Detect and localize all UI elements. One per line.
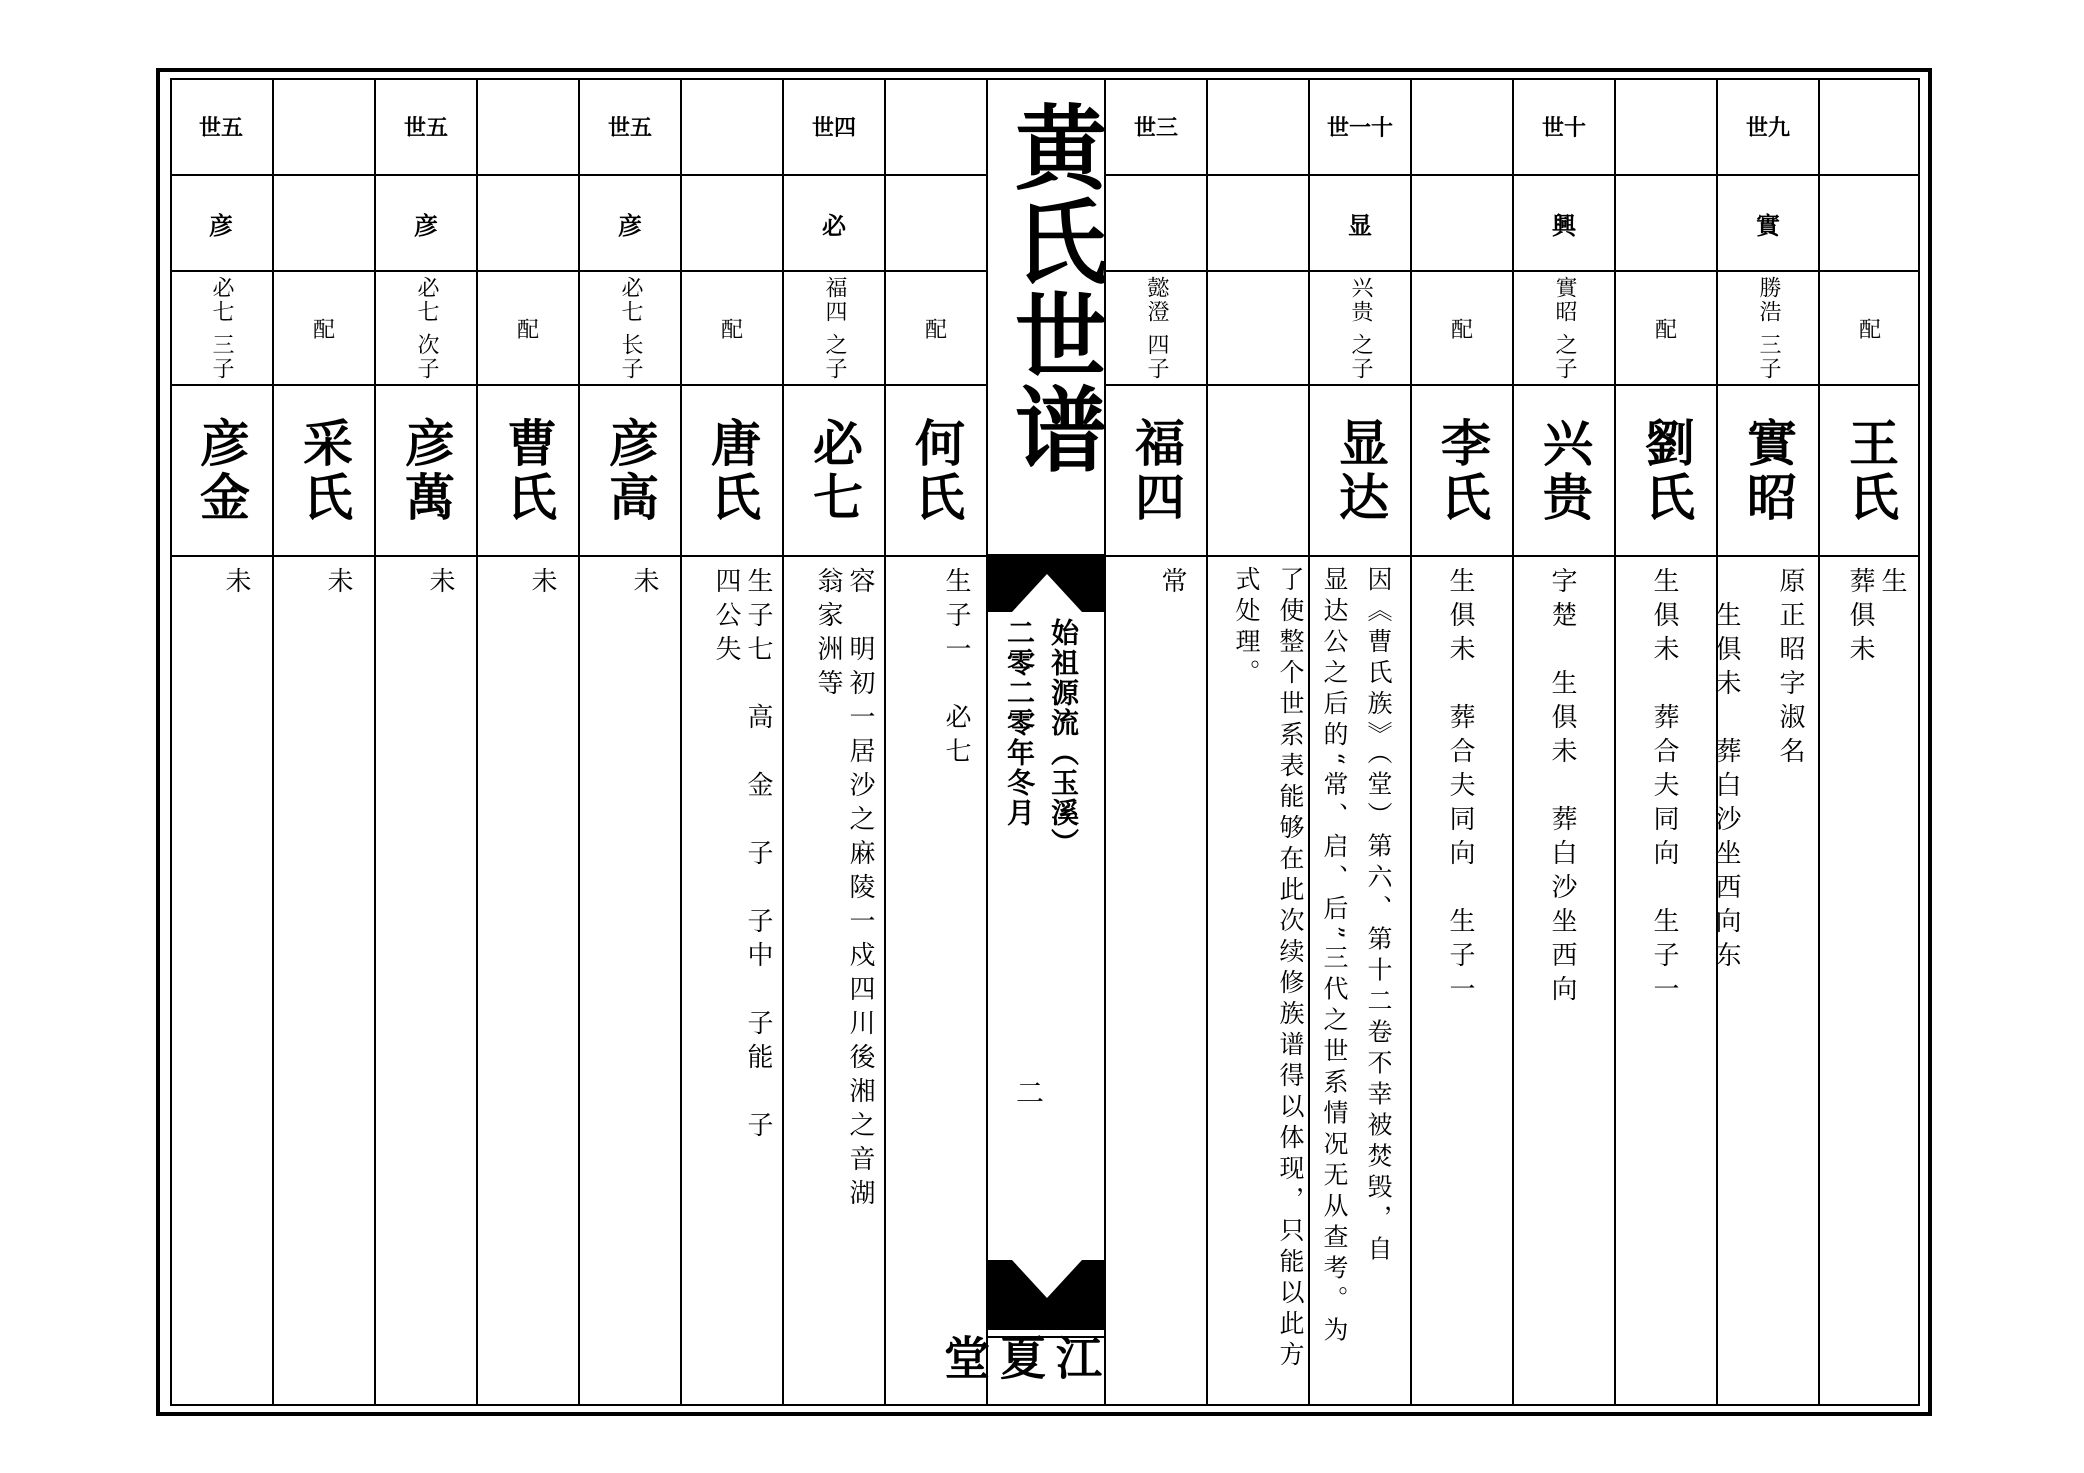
compile-date: 二零二零年冬月 <box>1003 618 1036 828</box>
generation-label: 世五 <box>403 114 448 141</box>
column-tangshi <box>682 78 784 1406</box>
generation-char: 實 <box>1756 210 1780 240</box>
generation-label: 世三 <box>1133 114 1178 141</box>
generation-label: 世四 <box>811 114 856 141</box>
column-caishi <box>274 78 376 1406</box>
relation-label: 福四 之子 <box>822 275 847 381</box>
relation-label: 勝浩 三子 <box>1756 275 1781 381</box>
person-name: 采氏 <box>295 416 354 525</box>
person-note: 生子一 必七 <box>941 567 971 771</box>
person-note: 未 <box>629 567 659 601</box>
person-name: 彦金 <box>192 416 251 525</box>
generation-label: 世九 <box>1745 114 1790 141</box>
column-yangao <box>580 78 682 1406</box>
book-title: 黄氏世谱 <box>1000 100 1108 476</box>
person-name: 王氏 <box>1841 416 1900 525</box>
column-liushi <box>1616 78 1718 1406</box>
generation-char: 显 <box>1348 210 1372 240</box>
person-name: 唐氏 <box>703 416 762 525</box>
person-note: 容 明初一居沙之麻陵一戍四川後湘之音湖 翁家洲等 <box>813 567 875 1213</box>
column-heshi <box>886 78 988 1406</box>
person-note: 生俱未 葬合夫同向 生子一 <box>1445 567 1475 1009</box>
person-name: 显达 <box>1331 416 1390 525</box>
relation-label: 兴贵 之子 <box>1348 275 1373 381</box>
column-caoshi <box>478 78 580 1406</box>
generation-label: 世一十 <box>1326 114 1393 141</box>
relation-label: 必七 次子 <box>414 275 439 381</box>
person-name: 曹氏 <box>499 416 558 525</box>
hall-name: 江夏堂 <box>937 1334 1103 1382</box>
relation-label: 配 <box>312 317 335 343</box>
relation-label: 配 <box>1450 317 1473 343</box>
person-name: 實昭 <box>1739 416 1798 525</box>
person-note: 未 <box>425 567 455 601</box>
person-note: 常 <box>1157 567 1187 601</box>
person-note: 未 <box>527 567 557 601</box>
person-name: 劉氏 <box>1637 416 1696 525</box>
person-name: 彦萬 <box>397 416 456 525</box>
column-wangshi <box>1820 78 1920 1406</box>
person-name: 福四 <box>1127 416 1186 525</box>
person-name: 李氏 <box>1433 416 1492 525</box>
person-note: 生子七 高 金 子 子中 子能 子 四公失 <box>711 567 773 1145</box>
column-shizhao <box>1711 78 1820 1406</box>
person-name: 何氏 <box>907 416 966 525</box>
column-yanwan <box>376 78 478 1406</box>
relation-label: 配 <box>516 317 539 343</box>
person-name: 兴贵 <box>1535 416 1594 525</box>
generation-label: 世五 <box>198 114 243 141</box>
person-name: 必七 <box>805 416 864 525</box>
relation-label: 配 <box>720 317 743 343</box>
column-biqi <box>784 78 886 1406</box>
generation-label: 世十 <box>1541 114 1586 141</box>
lineage-subtitle: 始祖源流（玉溪） <box>1047 618 1080 858</box>
column-fusi <box>1106 78 1208 1406</box>
top-chevron-icon <box>988 556 1106 612</box>
column-lishi <box>1412 78 1514 1406</box>
generation-char: 彦 <box>618 210 642 240</box>
person-note: 生 葬俱未 <box>1845 567 1907 669</box>
person-note: 字楚 生俱未 葬白沙坐西向 <box>1547 567 1577 1009</box>
generation-char: 興 <box>1552 210 1576 240</box>
person-note: 生俱未 葬合夫同向 生子一 <box>1649 567 1679 1009</box>
relation-label: 配 <box>1858 317 1881 343</box>
generation-label: 世五 <box>607 114 652 141</box>
relation-label: 實昭 之子 <box>1552 275 1577 381</box>
relation-label: 必七 长子 <box>618 275 643 381</box>
column-xinggui <box>1514 78 1616 1406</box>
generation-char: 必 <box>822 210 846 240</box>
person-name: 彦高 <box>601 416 660 525</box>
relation-label: 配 <box>924 317 947 343</box>
relation-label: 必七 三子 <box>209 275 234 381</box>
relation-label: 配 <box>1654 317 1677 343</box>
person-note: 未 <box>323 567 353 601</box>
relation-label: 懿澄 四子 <box>1144 275 1169 381</box>
bottom-chevron-icon <box>988 1260 1106 1330</box>
column-yanjin <box>170 78 274 1406</box>
generation-char: 彦 <box>209 210 233 240</box>
xianda-note: 因《曹氏族》（堂）第六、第十二卷不幸被焚毁，自 显达公之后的“常、启、后”三代之世系情况无从查考。为 了使整个世系表能够在此次续修族谱得以体现，只能以此方 式处理。 <box>1232 566 1393 1372</box>
person-note: 未 <box>221 567 251 601</box>
page-number: 二 <box>1012 1078 1045 1106</box>
generation-char: 彦 <box>414 210 438 240</box>
person-note: 原正昭字淑名 生俱未 葬白沙坐西向东 <box>1711 567 1805 975</box>
